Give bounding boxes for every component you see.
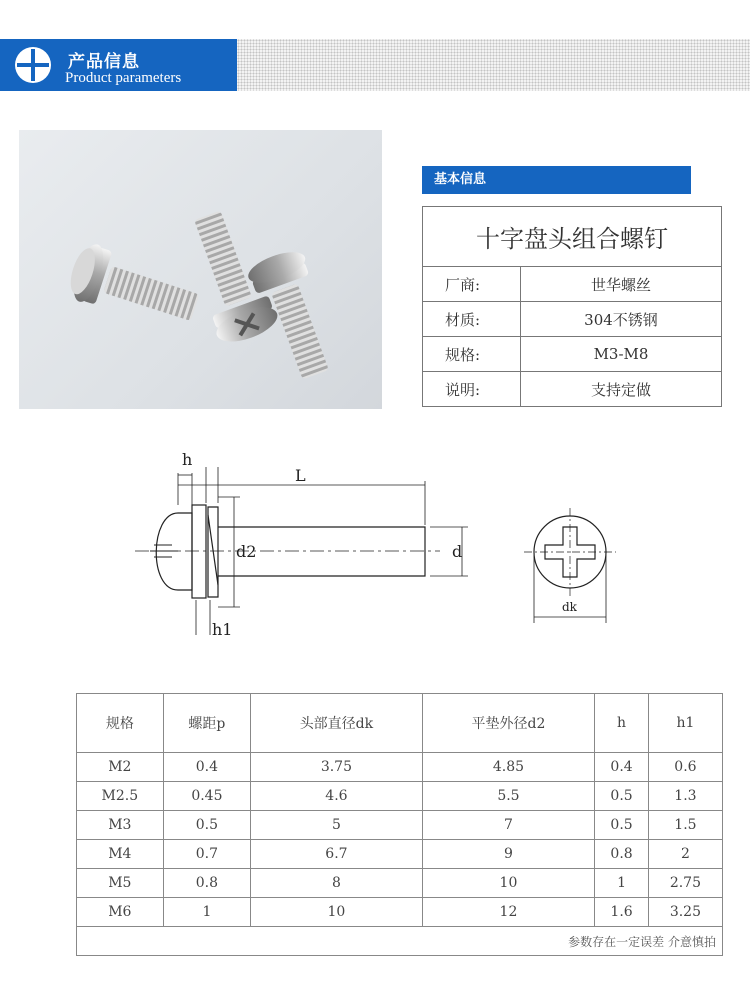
table-cell: 1.3 (648, 782, 722, 811)
dim-label-h1: h1 (212, 620, 233, 639)
note-row (77, 927, 723, 956)
table-cell: 2.75 (648, 869, 722, 898)
table-cell: 1 (163, 898, 250, 927)
table-cell: 0.5 (595, 811, 649, 840)
spec-table (76, 693, 723, 956)
table-cell: 0.4 (595, 753, 649, 782)
banner-title: 产品信息 (68, 52, 140, 72)
table-cell: 5.5 (422, 782, 595, 811)
table-cell: 3.25 (648, 898, 722, 927)
table-cell: 4.6 (251, 782, 423, 811)
info-row (423, 372, 722, 407)
dim-label-dk: dk (562, 600, 577, 614)
column-header: 规格 (77, 694, 164, 753)
table-cell: 0.4 (163, 753, 250, 782)
table-cell: M2.5 (77, 782, 164, 811)
info-row (423, 337, 722, 372)
table-cell: 10 (251, 898, 423, 927)
table-cell: 2 (648, 840, 722, 869)
section-banner (0, 39, 750, 91)
info-value: M3-M8 (521, 337, 722, 372)
table-cell: 1.5 (648, 811, 722, 840)
column-header: 螺距p (163, 694, 250, 753)
column-header: 头部直径dk (251, 694, 423, 753)
info-value: 世华螺丝 (521, 267, 722, 302)
table-cell: 0.5 (163, 811, 250, 840)
dim-label-d2: d2 (236, 542, 257, 561)
table-cell: 9 (422, 840, 595, 869)
table-row (77, 898, 723, 927)
table-cell: 6.7 (251, 840, 423, 869)
dim-label-h: h (182, 450, 193, 469)
table-row (77, 811, 723, 840)
table-cell: 0.7 (163, 840, 250, 869)
cross-circle-icon (14, 46, 52, 84)
table-cell: M3 (77, 811, 164, 840)
table-row (77, 840, 723, 869)
banner-subtitle: Product parameters (65, 70, 182, 86)
screw-side-diagram (130, 445, 480, 645)
table-cell: 1 (595, 869, 649, 898)
product-photo (19, 130, 382, 409)
dim-label-d: d (452, 542, 463, 561)
table-cell: M6 (77, 898, 164, 927)
basic-info-header: 基本信息 (422, 166, 691, 194)
column-header: h (595, 694, 649, 753)
column-header: h1 (648, 694, 722, 753)
table-cell: 7 (422, 811, 595, 840)
table-cell: 10 (422, 869, 595, 898)
product-name: 十字盘头组合螺钉 (423, 207, 722, 267)
table-cell: 5 (251, 811, 423, 840)
table-cell: M2 (77, 753, 164, 782)
table-cell: 0.6 (648, 753, 722, 782)
table-cell: 3.75 (251, 753, 423, 782)
table-cell: 4.85 (422, 753, 595, 782)
dim-label-L: L (295, 466, 306, 485)
table-row (77, 782, 723, 811)
table-cell: 0.8 (163, 869, 250, 898)
table-row (77, 753, 723, 782)
table-cell: 12 (422, 898, 595, 927)
table-cell: 1.6 (595, 898, 649, 927)
table-cell: M5 (77, 869, 164, 898)
banner-dot-pattern (237, 39, 750, 91)
info-key: 厂商: (423, 267, 521, 302)
basic-info-table (422, 206, 722, 407)
info-value: 支持定做 (521, 372, 722, 407)
table-cell: 8 (251, 869, 423, 898)
info-key: 说明: (423, 372, 521, 407)
info-row (423, 302, 722, 337)
screw-top-diagram (520, 505, 620, 630)
disclaimer-note: 参数存在一定误差 介意慎拍 (77, 927, 723, 956)
column-header: 平垫外径d2 (422, 694, 595, 753)
table-header-row (77, 694, 723, 753)
table-cell: M4 (77, 840, 164, 869)
table-cell: 0.45 (163, 782, 250, 811)
info-row (423, 267, 722, 302)
table-cell: 0.5 (595, 782, 649, 811)
info-value: 304不锈钢 (521, 302, 722, 337)
info-key: 规格: (423, 337, 521, 372)
table-cell: 0.8 (595, 840, 649, 869)
table-row (77, 869, 723, 898)
info-key: 材质: (423, 302, 521, 337)
